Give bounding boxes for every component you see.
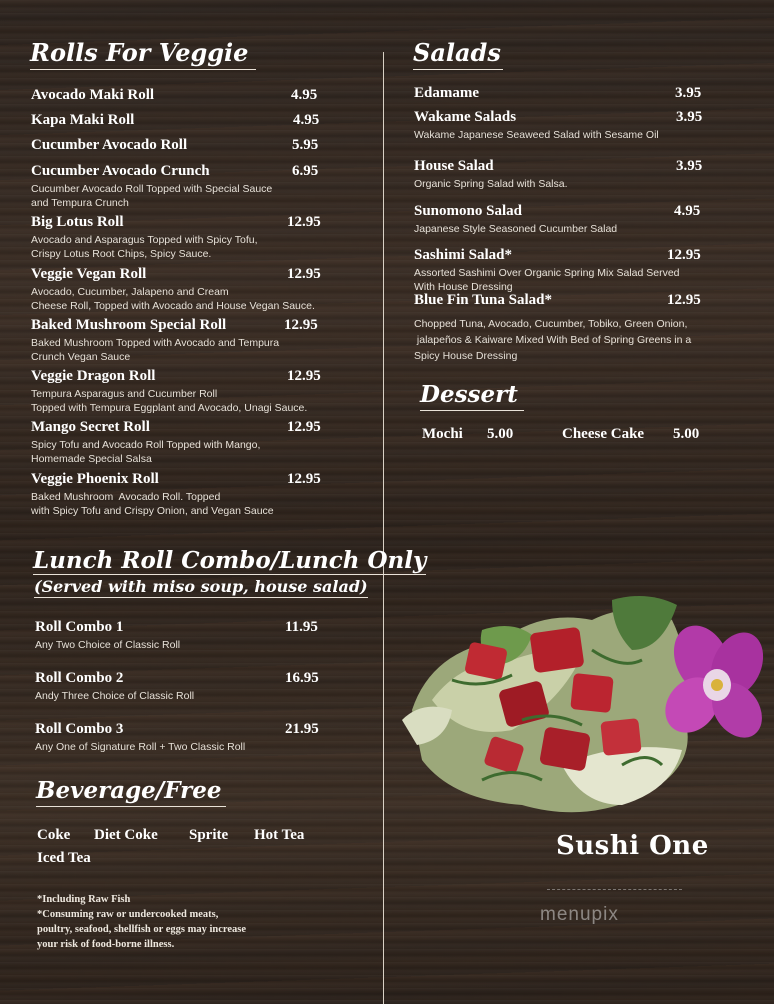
menu-item-name: Wakame Salads [414,109,517,125]
menu-item-price: 5.95 [292,137,319,153]
poke-salad-photo [392,590,768,830]
menu-item-name: Kapa Maki Roll [31,112,135,128]
menu-item-price: 6.95 [292,163,319,179]
menu-item-price: 12.95 [284,317,318,333]
menu-item-name: Cucumber Avocado Roll [31,137,188,153]
menu-item-description: Chopped Tuna, Avocado, Cucumber, Tobiko, Green Onion, jalapeños & Kaiware Mixed With Bed of Spring Greens in a Spicy House Dressing [414,318,692,362]
menu-item-name: Veggie Dragon Roll [31,368,156,384]
menu-item-price: 3.95 [675,85,702,101]
menu-item-description: Japanese Style Seasoned Cucumber Salad [414,223,618,235]
restaurant-brand: Sushi One [556,831,709,861]
menu-item-name: Big Lotus Roll [31,214,124,230]
dessert-cheesecake-price: 5.00 [673,426,700,442]
menu-item-name: Edamame [414,85,479,101]
raw-fish-notes [37,892,246,952]
note-line: poultry, seafood, shellfish or eggs may increase [37,924,247,935]
menu-item-name: Sashimi Salad* [414,247,512,263]
menu-item-description: Tempura Asparagus and Cucumber Roll Topped with Tempura Eggplant and Avocado, Unagi Sauce. [31,388,308,414]
menu-item-price: 4.95 [291,87,318,103]
menu-item-price: 4.95 [293,112,320,128]
column-divider [383,52,384,1004]
menu-item-description: Spicy Tofu and Avocado Roll Topped with Mango, Homemade Special Salsa [31,439,261,465]
menu-item-price: 21.95 [285,721,319,737]
menu-item-price: 12.95 [287,419,321,435]
section-title-dessert: Dessert [420,381,524,411]
note-line: your risk of food-borne illness. [37,939,175,950]
dessert-mochi-price: 5.00 [487,426,514,442]
menu-item-name: Sunomono Salad [414,203,522,219]
menu-item-name: Baked Mushroom Special Roll [31,317,227,333]
section-title-salads: Salads [413,38,503,70]
menu-item-description: Any One of Signature Roll + Two Classic Roll [35,741,246,753]
menu-item-description: Organic Spring Salad with Salsa. [414,178,568,190]
menu-item-description: Cucumber Avocado Roll Topped with Special Sauce and Tempura Crunch [31,183,273,209]
menu-item-price: 12.95 [667,292,701,308]
menu-item-price: 3.95 [676,158,703,174]
menu-item-name: Blue Fin Tuna Salad* [414,292,552,308]
menu-item-name: Veggie Phoenix Roll [31,471,159,487]
menu-item-price: 12.95 [667,247,701,263]
section-title-beverage: Beverage/Free [36,777,226,807]
menu-item-description: Andy Three Choice of Classic Roll [35,690,195,702]
watermark-line [547,889,682,890]
menu-item-description: Any Two Choice of Classic Roll [35,639,181,651]
note-line: *Consuming raw or undercooked meats, [37,909,219,920]
menu-item-name: House Salad [414,158,494,174]
menu-item-name: Roll Combo 3 [35,721,124,737]
menupix-watermark: menupix [540,904,619,925]
menu-item-price: 12.95 [287,266,321,282]
beverage-hot-tea: Hot Tea [254,827,305,843]
menu-item-description: Avocado and Asparagus Topped with Spicy Tofu, Crispy Lotus Root Chips, Spicy Sauce. [31,234,258,260]
menu-item-name: Roll Combo 2 [35,670,124,686]
menu-item-name: Roll Combo 1 [35,619,124,635]
menu-item-price: 11.95 [285,619,318,635]
menu-item-description: Baked Mushroom Topped with Avocado and Tempura Crunch Vegan Sauce [31,337,280,363]
menu-item-price: 12.95 [287,214,321,230]
section-title-lunch: Lunch Roll Combo/Lunch Only [33,547,427,574]
menu-item-description: Assorted Sashimi Over Organic Spring Mix Salad Served With House Dressing [414,267,680,293]
beverage-iced-tea: Iced Tea [37,850,91,866]
menu-item-price: 12.95 [287,368,321,384]
lunch-subtitle: (Served with miso soup, house salad) [34,577,368,596]
menu-item-price: 3.95 [676,109,703,125]
beverage-coke: Coke [37,827,71,843]
dessert-cheesecake-name: Cheese Cake [562,426,645,442]
beverage-diet-coke: Diet Coke [94,827,158,843]
menu-item-description: Avocado, Cucumber, Jalapeno and Cream Cheese Roll, Topped with Avocado and House Vegan Sauce. [31,286,315,312]
section-title-veggie: Rolls For Veggie [30,38,256,70]
menu-item-price: 4.95 [674,203,701,219]
menu-item-name: Avocado Maki Roll [31,87,155,103]
menu-item-name: Cucumber Avocado Crunch [31,163,210,179]
note-line: *Including Raw Fish [37,894,131,905]
dessert-mochi-name: Mochi [422,426,463,442]
menu-item-name: Veggie Vegan Roll [31,266,147,282]
menu-item-description: Wakame Japanese Seaweed Salad with Sesame Oil [414,129,659,141]
menu-item-name: Mango Secret Roll [31,419,150,435]
menu-item-description: Baked Mushroom Avocado Roll. Topped with Spicy Tofu and Crispy Onion, and Vegan Sauce [31,491,274,517]
beverage-sprite: Sprite [189,827,229,843]
menu-item-price: 16.95 [285,670,319,686]
menu-item-price: 12.95 [287,471,321,487]
